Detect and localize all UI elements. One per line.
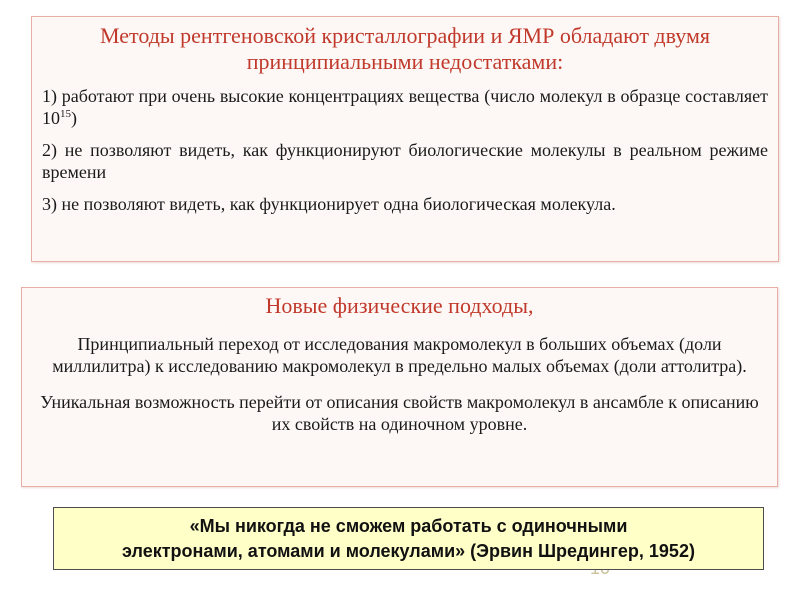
closing-paren: ) — [71, 108, 77, 128]
limitation-item-2: 2) не позволяют видеть, как функционируют биологические молекулы в реальном режиме времени — [42, 140, 768, 182]
limitations-box — [31, 16, 779, 262]
quote-line-1: «Мы никогда не сможем работать с одиночными — [189, 516, 628, 536]
new-approaches-title: Новые физические подходы, — [265, 293, 534, 318]
limitations-title: Методы рентгеновской кристаллографии и ЯМР обладают двумя принципиальными недостатками: — [99, 23, 711, 74]
new-approaches-box — [21, 287, 778, 487]
approach-paragraph-2: Уникальная возможность перейти от описания свойств макромолекул в ансамбле к описанию их свойств на одиночном уровне. — [40, 392, 759, 434]
limitation-item-3: 3) не позволяют видеть, как функционирует одна биологическая молекула. — [42, 194, 616, 214]
exponent: 15 — [60, 108, 71, 120]
limitation-item-1-text: 1) работают при очень высокие концентрациях вещества (число молекул в образце составляет 10 — [42, 86, 768, 128]
approach-paragraph-1: Принципиальный переход от исследования макромолекул в больших объемах (доли миллилитра) к исследованию макромолекул в предельно малых объемах (доли аттолитра). — [52, 334, 747, 376]
quote-line-2: электронами, атомами и молекулами» (Эрвин Шредингер, 1952) — [122, 541, 695, 561]
schrodinger-quote — [53, 507, 764, 570]
limitation-item-1 — [42, 85, 768, 129]
